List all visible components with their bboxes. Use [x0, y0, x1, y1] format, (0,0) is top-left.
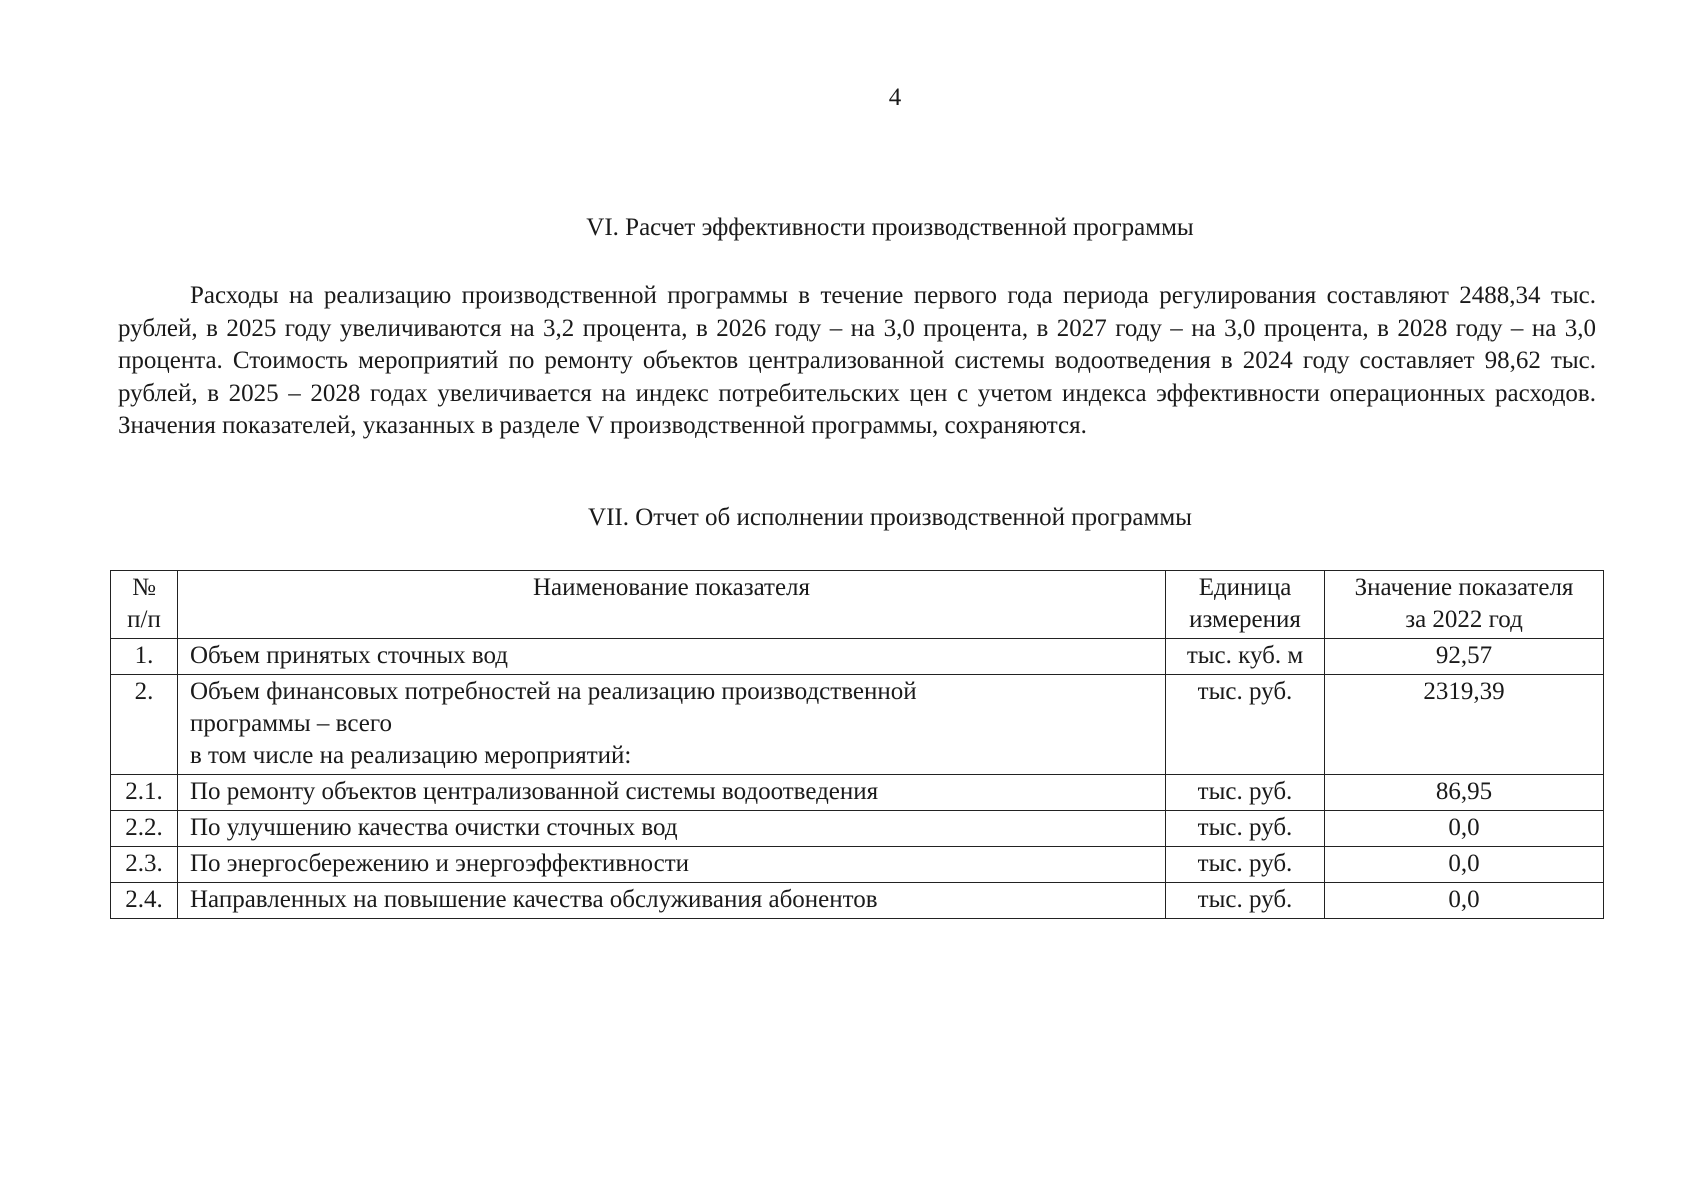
row-name: По энергосбережению и энергоэффективности: [178, 847, 1166, 883]
row-value: 92,57: [1325, 639, 1604, 675]
row-num: 2.: [111, 675, 178, 775]
section-vi-paragraph: Расходы на реализацию производственной программы в течение первого года периода регулирования составляют 2488,34 тыс. рублей, в 2025 году увеличиваются на 3,2 процента, в 2026 году – на 3,0 процента, в 2027 году – на 3,0 процента, в 2028 году – на 3,0 процента. Стоимость мероприятий по ремонту объектов централизованной системы водоотведения в 2024 году составляет 98,62 тыс. рублей, в 2025 – 2028 годах увеличивается на индекс потребительских цен с учетом индекса эффективности операционных расходов. Значения показателей, указанных в разделе V производственной программы, сохраняются.: [118, 282, 1596, 439]
row-value: 0,0: [1325, 883, 1604, 919]
row-name: Объем принятых сточных вод: [178, 639, 1166, 675]
row-unit: тыс. куб. м: [1166, 639, 1325, 675]
row-value: 0,0: [1325, 847, 1604, 883]
row-value: 86,95: [1325, 775, 1604, 811]
row-num: 2.2.: [111, 811, 178, 847]
header-name: Наименование показателя: [178, 571, 1166, 639]
row-unit: тыс. руб.: [1166, 811, 1325, 847]
table-row: [111, 775, 1604, 811]
table-row: [111, 811, 1604, 847]
report-table: [110, 570, 1604, 919]
row-unit: тыс. руб.: [1166, 883, 1325, 919]
header-value: Значение показателя за 2022 год: [1325, 571, 1604, 639]
section-vii-title: VII. Отчет об исполнении производственной программы: [588, 504, 1192, 531]
row-unit: тыс. руб.: [1166, 775, 1325, 811]
table-header-row: [111, 571, 1604, 639]
table-row: [111, 675, 1604, 775]
header-num: № п/п: [111, 571, 178, 639]
page-number: 4: [888, 84, 902, 111]
row-unit: тыс. руб.: [1166, 675, 1325, 775]
row-num: 1.: [111, 639, 178, 675]
row-name: По улучшению качества очистки сточных вод: [178, 811, 1166, 847]
table-row: [111, 639, 1604, 675]
row-name: По ремонту объектов централизованной системы водоотведения: [178, 775, 1166, 811]
row-name: Объем финансовых потребностей на реализацию производственной программы – всего в том числе на реализацию мероприятий:: [178, 675, 1166, 775]
table-row: [111, 847, 1604, 883]
row-value: 0,0: [1325, 811, 1604, 847]
table-row: [111, 883, 1604, 919]
section-vi-title: VI. Расчет эффективности производственной программы: [586, 214, 1194, 241]
row-num: 2.4.: [111, 883, 178, 919]
row-value: 2319,39: [1325, 675, 1604, 775]
row-unit: тыс. руб.: [1166, 847, 1325, 883]
row-num: 2.3.: [111, 847, 178, 883]
row-name: Направленных на повышение качества обслуживания абонентов: [178, 883, 1166, 919]
row-num: 2.1.: [111, 775, 178, 811]
header-unit: Единица измерения: [1166, 571, 1325, 639]
